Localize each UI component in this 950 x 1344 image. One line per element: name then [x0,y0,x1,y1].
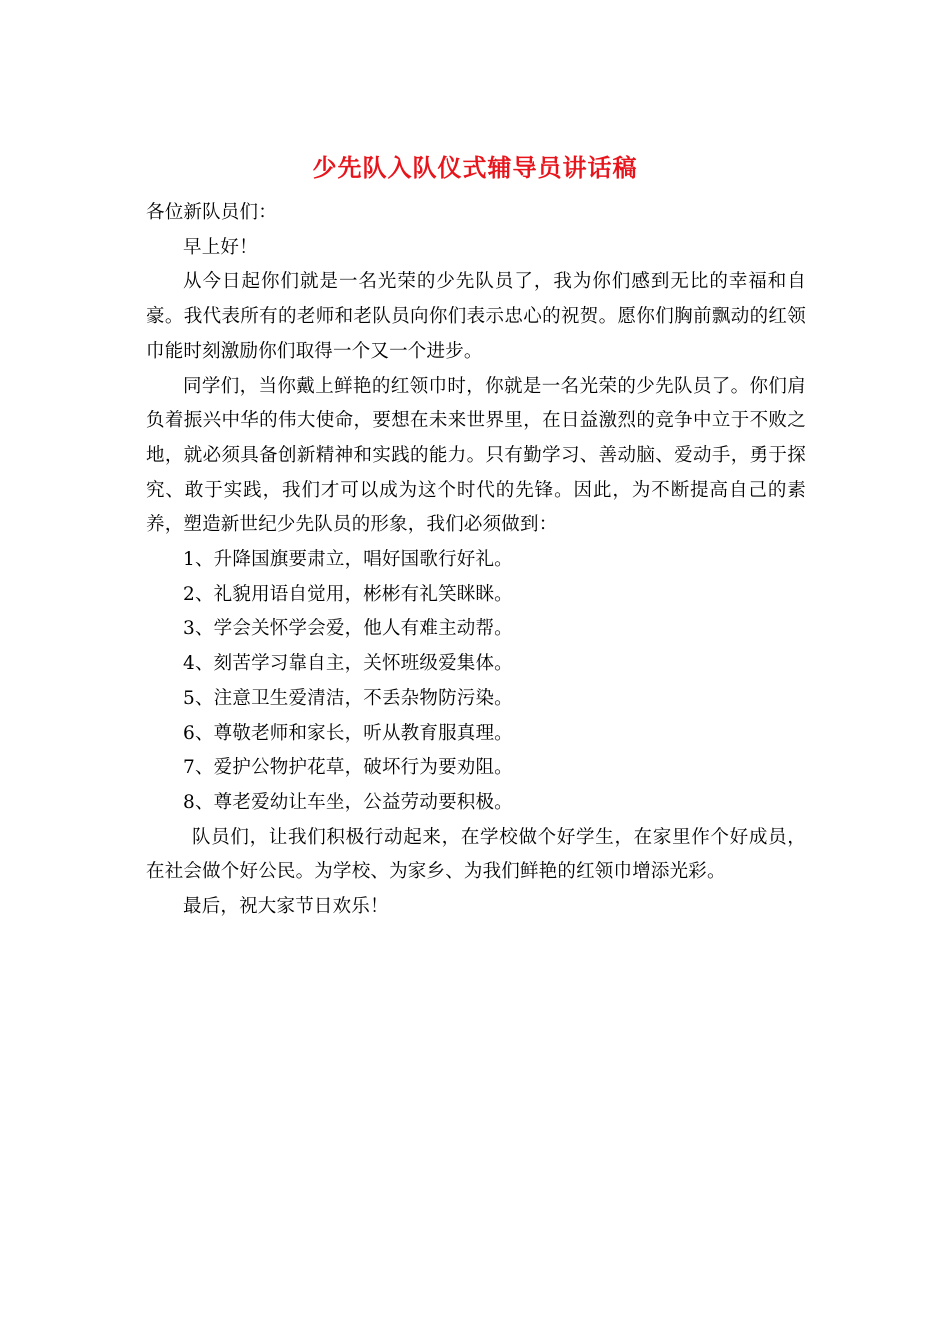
paragraph-3: 队员们，让我们积极行动起来，在学校做个好学生，在家里作个好成员，在社会做个好公民。为学校、为家乡、为我们鲜艳的红领巾增添光彩。 [146,826,806,883]
list-item-1: 1、升降国旗要肃立，唱好国歌行好礼。 [183,549,513,571]
list-item-5: 5、注意卫生爱清洁，不丢杂物防污染。 [183,687,513,709]
closing: 最后，祝大家节日欢乐！ [183,896,389,918]
salutation: 各位新队员们： [146,202,277,223]
list-item-8: 8、尊老爱幼让车坐，公益劳动要积极。 [183,791,513,813]
list-item-3: 3、学会关怀学会爱，他人有难主动帮。 [183,618,513,640]
greeting: 早上好！ [183,236,258,258]
document-body [146,196,806,925]
paragraph-2: 同学们，当你戴上鲜艳的红领巾时，你就是一名光荣的少先队员了。你们肩负着振兴中华的伟大使命，要想在未来世界里，在日益激烈的竞争中立于不败之地，就必须具备创新精神和实践的能力。只有勤学习、善动脑、爱动手，勇于探究、敢于实践，我们才可以成为这个时代的先锋。因此，为不断提高自己的素养，塑造新世纪少先队员的形象，我们必须做到： [146,375,806,536]
paragraph-1: 从今日起你们就是一名光荣的少先队员了，我为你们感到无比的幸福和自豪。我代表所有的老师和老队员向你们表示忠心的祝贺。愿你们胸前飘动的红领巾能时刻激励你们取得一个又一个进步。 [146,271,806,362]
document-title: 少先队入队仪式辅导员讲话稿 [312,154,638,182]
list-item-7: 7、爱护公物护花草，破坏行为要劝阻。 [183,757,513,779]
list-item-6: 6、尊敬老师和家长，听从教育服真理。 [183,722,513,744]
list-item-4: 4、刻苦学习靠自主，关怀班级爱集体。 [183,653,513,675]
list-item-2: 2、礼貌用语自觉用，彬彬有礼笑眯眯。 [183,583,513,605]
